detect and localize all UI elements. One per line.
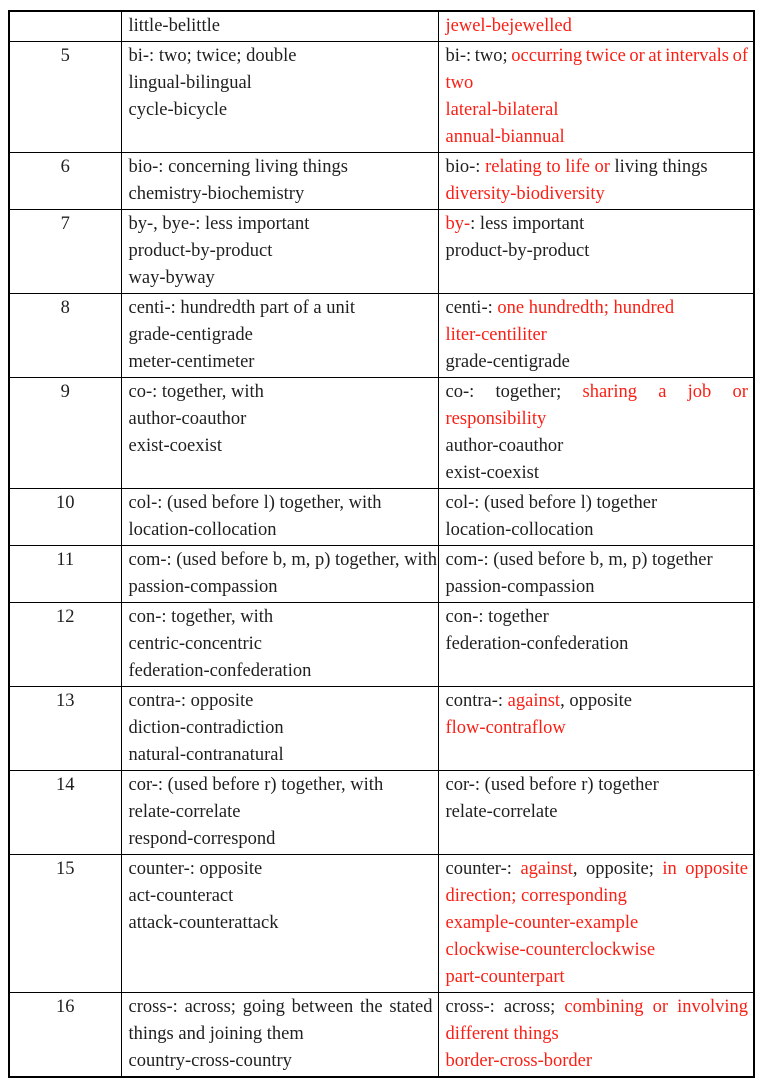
text-line	[446, 124, 749, 151]
text-line	[446, 295, 749, 322]
text-segment: exist-coexist	[445, 463, 540, 483]
text-segment: cross-:	[445, 997, 495, 1017]
text-line	[129, 772, 433, 799]
text-line	[129, 688, 433, 715]
word	[446, 43, 472, 70]
red-text-segment: twice	[585, 46, 626, 66]
word	[733, 379, 748, 406]
original-definition-cell	[121, 603, 438, 687]
text-line	[446, 994, 749, 1021]
text-segment: cycle-bicycle	[128, 100, 228, 120]
text-line	[446, 574, 749, 601]
red-text-segment: direction; corresponding	[445, 886, 627, 906]
text-line	[129, 265, 433, 292]
text-segment: location-collocation	[128, 520, 277, 540]
text-line	[129, 604, 433, 631]
text-line	[446, 1048, 749, 1075]
text-segment: bio-: concerning living things	[128, 157, 348, 177]
text-line	[446, 181, 749, 208]
text-segment: author-coauthor	[445, 436, 564, 456]
text-line	[446, 13, 749, 40]
document-page	[0, 10, 760, 1078]
word	[389, 994, 432, 1021]
text-segment: across;	[184, 997, 236, 1017]
text-line	[446, 688, 749, 715]
text-segment: contra-:	[445, 691, 508, 711]
red-text-segment: combining	[564, 997, 644, 1017]
word	[292, 994, 354, 1021]
text-line	[446, 43, 749, 70]
text-line	[129, 910, 433, 937]
original-definition-cell	[121, 687, 438, 771]
text-line	[446, 964, 749, 991]
text-segment: product-by-product	[445, 241, 590, 261]
word	[583, 379, 637, 406]
word	[629, 43, 644, 70]
red-text-segment: sharing	[582, 382, 637, 402]
row-number-cell: 12	[9, 603, 121, 687]
row-number-cell	[9, 11, 121, 42]
red-text-segment: border-cross-border	[445, 1051, 593, 1071]
word	[685, 856, 748, 883]
red-text-segment: against	[507, 691, 561, 711]
text-segment: centi-:	[445, 298, 498, 318]
original-definition-cell	[121, 294, 438, 378]
revised-definition-cell	[438, 546, 754, 603]
text-segment: exist-coexist	[128, 436, 223, 456]
text-segment: lingual-bilingual	[128, 73, 252, 93]
text-segment: bi-:	[445, 46, 472, 66]
text-line	[129, 994, 433, 1021]
text-segment: relate-correlate	[128, 802, 241, 822]
text-line	[129, 715, 433, 742]
text-segment: meter-centimeter	[128, 352, 255, 372]
text-segment: relate-correlate	[445, 802, 558, 822]
revised-definition-cell	[438, 993, 754, 1078]
table-row	[9, 771, 754, 855]
prefix-table	[8, 10, 755, 1078]
text-line	[446, 631, 749, 658]
red-text-segment: or	[629, 46, 645, 66]
text-line	[446, 799, 749, 826]
red-text-segment: intervals	[665, 46, 729, 66]
text-line	[129, 517, 433, 544]
row-number-cell: 15	[9, 855, 121, 993]
table-row	[9, 210, 754, 294]
red-text-segment: involving	[677, 997, 748, 1017]
text-line	[446, 604, 749, 631]
text-segment: passion-compassion	[128, 577, 278, 597]
text-segment: the	[359, 997, 383, 1017]
red-text-segment: liter-centiliter	[445, 325, 547, 345]
text-segment: stated	[389, 997, 433, 1017]
text-line	[446, 406, 749, 433]
text-segment: across;	[503, 997, 556, 1017]
row-number-cell: 5	[9, 42, 121, 153]
text-line	[129, 631, 433, 658]
text-line	[446, 379, 749, 406]
original-definition-cell	[121, 378, 438, 489]
revised-definition-cell	[438, 153, 754, 210]
text-segment: contra-: opposite	[128, 691, 254, 711]
text-segment: product-by-product	[128, 241, 273, 261]
text-line	[129, 490, 433, 517]
text-line	[129, 379, 433, 406]
text-segment: col-: (used before l) together	[445, 493, 658, 513]
text-line	[446, 349, 749, 376]
row-number-cell: 16	[9, 993, 121, 1078]
text-segment: ,	[572, 859, 578, 879]
original-definition-cell	[121, 546, 438, 603]
word	[653, 994, 668, 1021]
text-line	[446, 772, 749, 799]
row-number-cell: 13	[9, 687, 121, 771]
text-line	[129, 799, 433, 826]
text-line	[129, 742, 433, 769]
red-text-segment: against	[520, 859, 573, 879]
text-segment: respond-correspond	[128, 829, 276, 849]
text-line	[129, 574, 433, 601]
row-number-cell: 10	[9, 489, 121, 546]
prefix-table-body	[9, 11, 754, 1077]
text-line	[446, 910, 749, 937]
table-row	[9, 993, 754, 1078]
red-text-segment: lateral-bilateral	[445, 100, 559, 120]
original-definition-cell	[121, 771, 438, 855]
text-line	[129, 1048, 433, 1075]
red-text-segment: flow-contraflow	[445, 718, 566, 738]
table-row	[9, 546, 754, 603]
text-segment: bi-: two; twice; double	[128, 46, 297, 66]
red-text-segment: jewel-bejewelled	[445, 16, 572, 36]
revised-definition-cell	[438, 378, 754, 489]
text-line	[129, 322, 433, 349]
word	[511, 43, 582, 70]
text-segment: little-belittle	[128, 16, 220, 36]
text-segment: com-: (used before b, m, p) together, with	[128, 550, 438, 570]
word	[446, 994, 495, 1021]
text-segment: federation-confederation	[445, 634, 629, 654]
text-segment: between	[291, 997, 354, 1017]
revised-definition-cell	[438, 771, 754, 855]
red-text-segment: annual-biannual	[445, 127, 565, 147]
red-text-segment: opposite	[685, 859, 748, 879]
red-text-segment: or	[652, 997, 668, 1017]
red-text-segment: a	[658, 382, 667, 402]
table-row	[9, 42, 754, 153]
row-number-cell: 9	[9, 378, 121, 489]
text-line	[446, 490, 749, 517]
text-line	[446, 715, 749, 742]
text-line	[128, 547, 438, 574]
text-segment: con-: together, with	[128, 607, 274, 627]
word	[665, 43, 729, 70]
revised-definition-cell	[438, 855, 754, 993]
text-line	[129, 349, 433, 376]
text-segment: chemistry-biochemistry	[128, 184, 305, 204]
red-text-segment: at	[648, 46, 662, 66]
word	[688, 379, 712, 406]
revised-definition-cell	[438, 210, 754, 294]
text-segment: attack-counterattack	[128, 913, 279, 933]
revised-definition-cell	[438, 11, 754, 42]
text-line	[446, 70, 749, 97]
row-number-cell: 6	[9, 153, 121, 210]
word	[360, 994, 383, 1021]
red-text-segment: by-	[445, 214, 471, 234]
original-definition-cell	[121, 11, 438, 42]
text-line	[446, 97, 749, 124]
text-line	[129, 883, 433, 910]
text-segment: bio-:	[445, 157, 486, 177]
table-row	[9, 855, 754, 993]
red-text-segment: in	[662, 859, 677, 879]
text-segment: counter-:	[445, 859, 512, 879]
table-row	[9, 294, 754, 378]
red-text-segment: occurring	[511, 46, 583, 66]
word	[520, 856, 577, 883]
text-line	[446, 1021, 749, 1048]
text-line	[129, 238, 433, 265]
original-definition-cell	[121, 993, 438, 1078]
row-number-cell: 8	[9, 294, 121, 378]
revised-definition-cell	[438, 294, 754, 378]
text-line	[129, 433, 433, 460]
text-line	[129, 181, 433, 208]
text-segment: location-collocation	[445, 520, 594, 540]
word	[475, 43, 508, 70]
text-segment: way-byway	[128, 268, 215, 288]
red-text-segment: example-counter-example	[445, 913, 639, 933]
text-segment: things and joining them	[128, 1024, 304, 1044]
text-line	[129, 295, 433, 322]
revised-definition-cell	[438, 42, 754, 153]
text-segment: federation-confederation	[128, 661, 312, 681]
word	[658, 379, 666, 406]
text-segment: com-: (used before b, m, p) together	[445, 550, 713, 570]
red-text-segment: part-counterpart	[445, 967, 565, 987]
word	[677, 994, 748, 1021]
revised-definition-cell	[438, 489, 754, 546]
red-text-segment: responsibility	[445, 409, 547, 429]
revised-definition-cell	[438, 687, 754, 771]
red-text-segment: job	[687, 382, 712, 402]
text-segment: counter-: opposite	[128, 859, 263, 879]
text-line	[446, 238, 749, 265]
text-line	[129, 826, 433, 853]
text-segment: together;	[495, 382, 562, 402]
table-row	[9, 489, 754, 546]
text-segment: : less important	[470, 214, 585, 234]
red-text-segment: or	[732, 382, 748, 402]
red-text-segment: clockwise-counterclockwise	[445, 940, 656, 960]
text-line	[446, 883, 749, 910]
table-row	[9, 378, 754, 489]
text-line	[129, 406, 433, 433]
word	[586, 856, 654, 883]
table-row	[9, 687, 754, 771]
text-line	[129, 658, 433, 685]
word	[129, 994, 178, 1021]
table-row	[9, 153, 754, 210]
text-line	[446, 547, 749, 574]
text-line	[129, 1021, 433, 1048]
red-text-segment: relating to life or	[485, 157, 610, 177]
word	[662, 856, 676, 883]
text-segment: centric-concentric	[128, 634, 263, 654]
text-segment: author-coauthor	[128, 409, 247, 429]
word	[185, 994, 236, 1021]
word	[504, 994, 555, 1021]
text-line	[446, 517, 749, 544]
red-text-segment: two	[445, 73, 474, 93]
table-row	[9, 603, 754, 687]
text-segment: grade-centigrade	[128, 325, 253, 345]
text-segment: grade-centigrade	[445, 352, 570, 372]
word	[564, 994, 643, 1021]
original-definition-cell	[121, 210, 438, 294]
text-segment: natural-contranatural	[128, 745, 284, 765]
text-segment: co-: together, with	[128, 382, 264, 402]
red-text-segment: diversity-biodiversity	[445, 184, 605, 204]
red-text-segment: different things	[445, 1024, 559, 1044]
text-segment: going	[242, 997, 285, 1017]
text-line	[129, 154, 433, 181]
word	[648, 43, 661, 70]
text-segment: by-, bye-: less important	[128, 214, 310, 234]
text-segment: col-: (used before l) together, with	[128, 493, 382, 513]
text-segment: passion-compassion	[445, 577, 595, 597]
text-segment: cor-: (used before r) together	[445, 775, 659, 795]
text-line	[129, 70, 433, 97]
text-segment: cor-: (used before r) together, with	[128, 775, 384, 795]
word	[733, 43, 748, 70]
text-segment: act-counteract	[128, 886, 234, 906]
text-line	[129, 211, 433, 238]
word	[586, 43, 626, 70]
word	[243, 994, 285, 1021]
text-segment: centi-: hundredth part of a unit	[128, 298, 356, 318]
original-definition-cell	[121, 855, 438, 993]
original-definition-cell	[121, 489, 438, 546]
text-line	[446, 433, 749, 460]
text-segment: co-:	[445, 382, 475, 402]
text-segment: two;	[474, 46, 508, 66]
text-segment: , opposite	[560, 691, 633, 711]
original-definition-cell	[121, 42, 438, 153]
row-number-cell: 14	[9, 771, 121, 855]
text-segment: country-cross-country	[128, 1051, 292, 1071]
word	[496, 379, 562, 406]
red-text-segment: one hundredth; hundred	[497, 298, 675, 318]
revised-definition-cell	[438, 603, 754, 687]
text-segment: cross-:	[128, 997, 178, 1017]
text-line	[129, 97, 433, 124]
text-line	[446, 937, 749, 964]
original-definition-cell	[121, 153, 438, 210]
text-line	[129, 856, 433, 883]
text-segment: diction-contradiction	[128, 718, 284, 738]
row-number-cell: 7	[9, 210, 121, 294]
text-segment: living things	[609, 157, 708, 177]
text-line	[129, 13, 433, 40]
word	[446, 856, 512, 883]
row-number-cell: 11	[9, 546, 121, 603]
text-line	[446, 856, 749, 883]
text-line	[446, 322, 749, 349]
text-line	[129, 43, 433, 70]
text-line	[446, 460, 749, 487]
text-line	[446, 211, 749, 238]
table-row	[9, 11, 754, 42]
text-segment: con-: together	[445, 607, 549, 627]
word	[446, 379, 475, 406]
text-segment: opposite;	[586, 859, 654, 879]
red-text-segment: of	[732, 46, 748, 66]
text-line	[446, 154, 749, 181]
